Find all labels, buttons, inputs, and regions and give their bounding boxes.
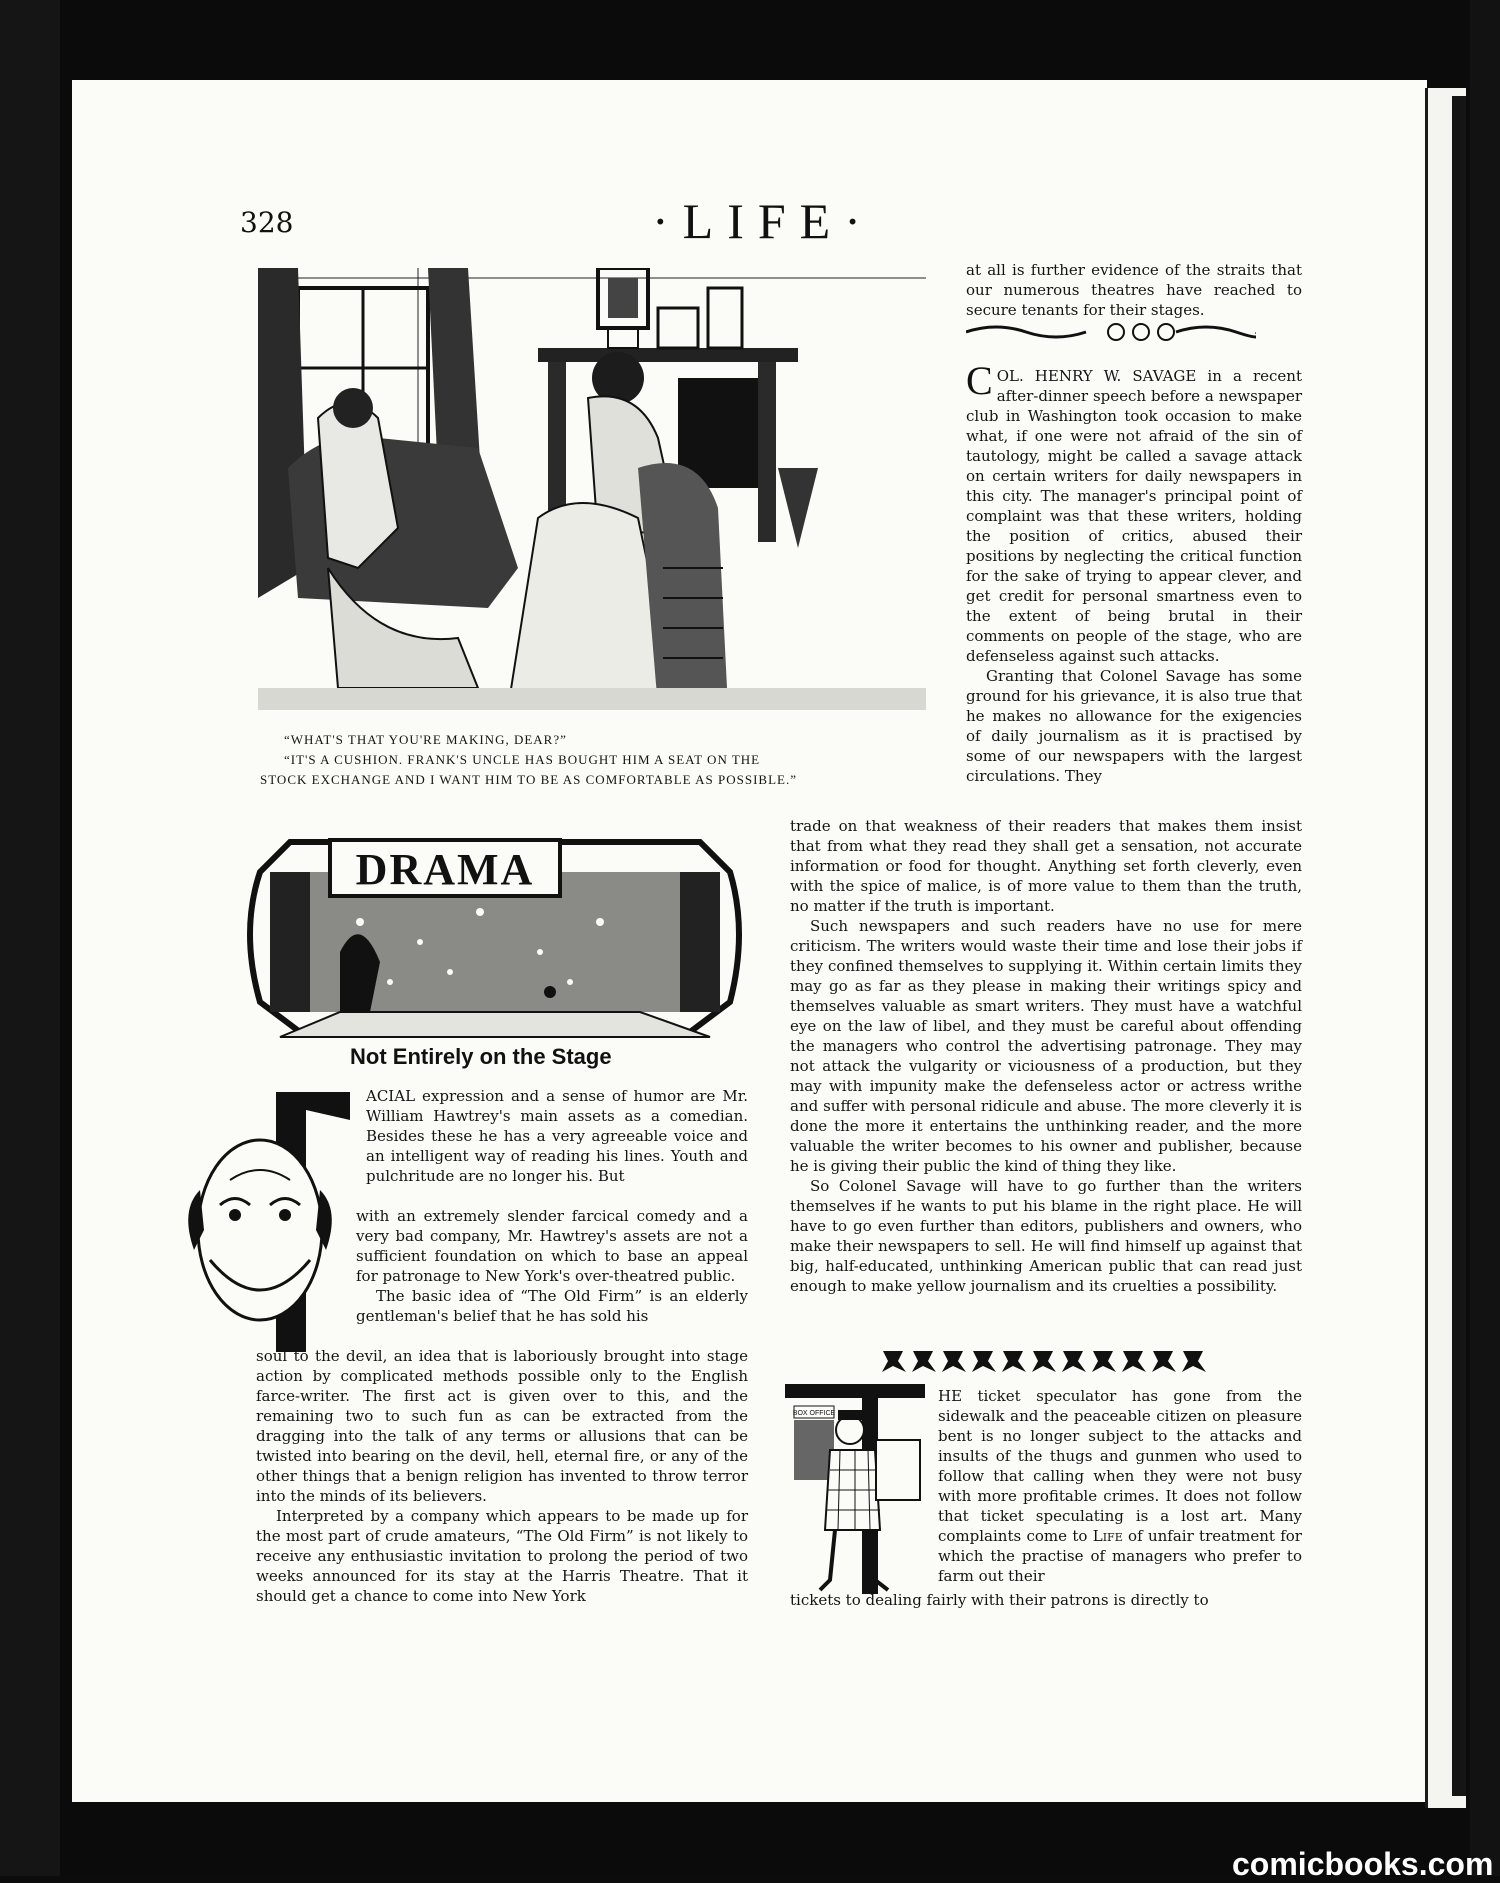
article1-column-mid — [356, 1206, 748, 1326]
drop-cap-f — [292, 1064, 293, 1065]
illustration-caption — [260, 730, 797, 790]
article1-column-narrow — [366, 1086, 748, 1186]
caption-line-3: STOCK EXCHANGE AND I WANT HIM TO BE AS COMFORTABLE AS POSSIBLE.” — [260, 772, 797, 787]
ticket-p1b-text: of unfair treatment for which the practise of managers who prefer to farm out their — [938, 1527, 1302, 1585]
article1-p3: Interpreted by a company which appears to be made up for the most part of crude amateurs, “The Old Firm” is not likely to receive any enthusiastic invitation to prolong the period of two weeks announced for its stay at the Harris Theatre. That it should get a chance to come into New York — [256, 1507, 748, 1605]
savage-p3: Such newspapers and such readers have no use for mere criticism. The writers would waste their time and lose their jobs if they confined themselves to supplying it. Within certain limits they may go as far as they please in making their writings spicy and themselves valuable as smart writers. They must have a watchful eye on the law of libel, and they must be careful about offending the managers who control the advertising patronage. They may not attack the vulgarity or viciousness of a production, but they may with impunity make the defenseless actor or actress writhe and suffer with personal ridicule and abuse. The more cleverly it is done the more it entertains the unthinking reader, and the more valuable the writer becomes to his owner and publisher, because he is giving their public the kind of thing they like. — [790, 917, 1302, 1175]
masthead-life: ·LIFE· — [652, 193, 875, 249]
savage-p1-text: OL. HENRY W. SAVAGE in a recent after-dinner speech before a newspaper club in Washington took occasion to make what, if one were not afraid of the sin of tautology, might be called a savage attack on certain writers for daily newspapers in this city. The manager's principal point of complaint was that these writers, holding the position of critics, abused their positions by neglecting the critical function for the sake of trying to appear clever, and get credit for personal smartness even to the extent of being brutal in their comments on people of the stage, who are defenseless against such attacks. — [966, 367, 1302, 665]
savage-p1 — [966, 358, 1302, 666]
savage-article — [966, 358, 1302, 786]
article1-p1-narrow: ACIAL expression and a sense of humor are Mr. William Hawtrey's main assets as a comedian. Besides these he has a very agreeable voice and an intelligent way of reading his lines. Youth and pulchritude are no longer his. But — [366, 1087, 748, 1185]
page-gutter-shadow — [1452, 96, 1466, 1796]
savage-p2-narrow: Granting that Colonel Savage has some ground for his grievance, it is also true that he makes no allowance for the exigencies of daily journalism as it is practised by some of our newspapers with the largest circulations. They — [966, 667, 1302, 785]
drop-cap-f-face-illustration — [180, 1080, 360, 1360]
ornament-divider-1 — [966, 322, 1256, 342]
ticket-p1 — [938, 1386, 1302, 1586]
drama-banner — [240, 832, 748, 1040]
site-watermark: comicbooks.com — [1232, 1846, 1494, 1882]
ticket-article — [938, 1386, 1302, 1586]
drama-banner-title: DRAMA — [355, 845, 535, 894]
drop-cap-t — [862, 1380, 863, 1381]
article1-p1-wide: with an extremely slender farcical comedy and a very bad company, Mr. Hawtrey's assets are not a sufficient foundation on which to base an appeal for patronage to New York's over-theatred public. — [356, 1207, 748, 1285]
ticket-p1-text: HE ticket speculator has gone from the sidewalk and the peaceable citizen on pleasure bent is no longer subject to the attacks and insults of the thugs and gunmen who used to follow that calling when they were not busy with more profitable crimes. It does not follow that ticket speculating is a lost art. Many complaints come to — [938, 1387, 1302, 1545]
ornament-dancers-divider — [878, 1346, 1208, 1374]
article1-column-full — [256, 1346, 748, 1606]
drop-cap-c: C — [966, 358, 993, 403]
drop-cap-t-speculator-illustration — [780, 1380, 930, 1600]
box-office-sign: BOX OFFICE — [792, 1410, 836, 1417]
life-reference: Life — [1092, 1527, 1123, 1545]
savage-p4: So Colonel Savage will have to go further than the writers themselves if he wants to put his blame in the right place. He will have to go even further than editors, publishers and owners, who make their newspapers to sell. He will find himself up against that big, half-educated, unthinking American public that can read just enough to make yellow journalism and its cruelties a possibility. — [790, 1177, 1302, 1295]
right-column-top — [966, 260, 1302, 320]
article1-p2-start: The basic idea of “The Old Firm” is an elderly gentleman's belief that he has sold his — [356, 1287, 748, 1325]
article-headline: Not Entirely on the Stage — [350, 1044, 612, 1069]
continuation-text: at all is further evidence of the straits that our numerous theatres have reached to secure tenants for their stages. — [966, 261, 1302, 319]
ticket-article-wide — [790, 1590, 1302, 1610]
article1-p2-rest: soul to the devil, an idea that is laboriously brought into stage action by complicated methods possible only to the English farce-writer. The first act is given over to this, and the remaining two to such fun as can be extracted from the dragging into the talk of any terms or allusions that can be twisted into bearing on the devil, hell, eternal fire, or any of the other things that a benign religion has invented to throw terror into the minds of its believers. — [256, 1347, 748, 1505]
savage-article-wide — [790, 816, 1302, 1296]
caption-line-1: “WHAT'S THAT YOU'RE MAKING, DEAR?” — [284, 732, 567, 747]
parlor-illustration — [258, 268, 926, 710]
ticket-p1c: tickets to dealing fairly with their patrons is directly to — [790, 1591, 1209, 1609]
page-number: 328 — [240, 206, 294, 239]
savage-p2-wide: trade on that weakness of their readers that makes them insist that from what they read they shall get a sensation, not accurate information or food for thought. Anything set forth cleverly, even with the spice of malice, is of more value to them than the truth, no matter if the truth is important. — [790, 817, 1302, 915]
caption-line-2: “IT'S A CUSHION. FRANK'S UNCLE HAS BOUGHT HIM A SEAT ON THE — [284, 752, 761, 767]
